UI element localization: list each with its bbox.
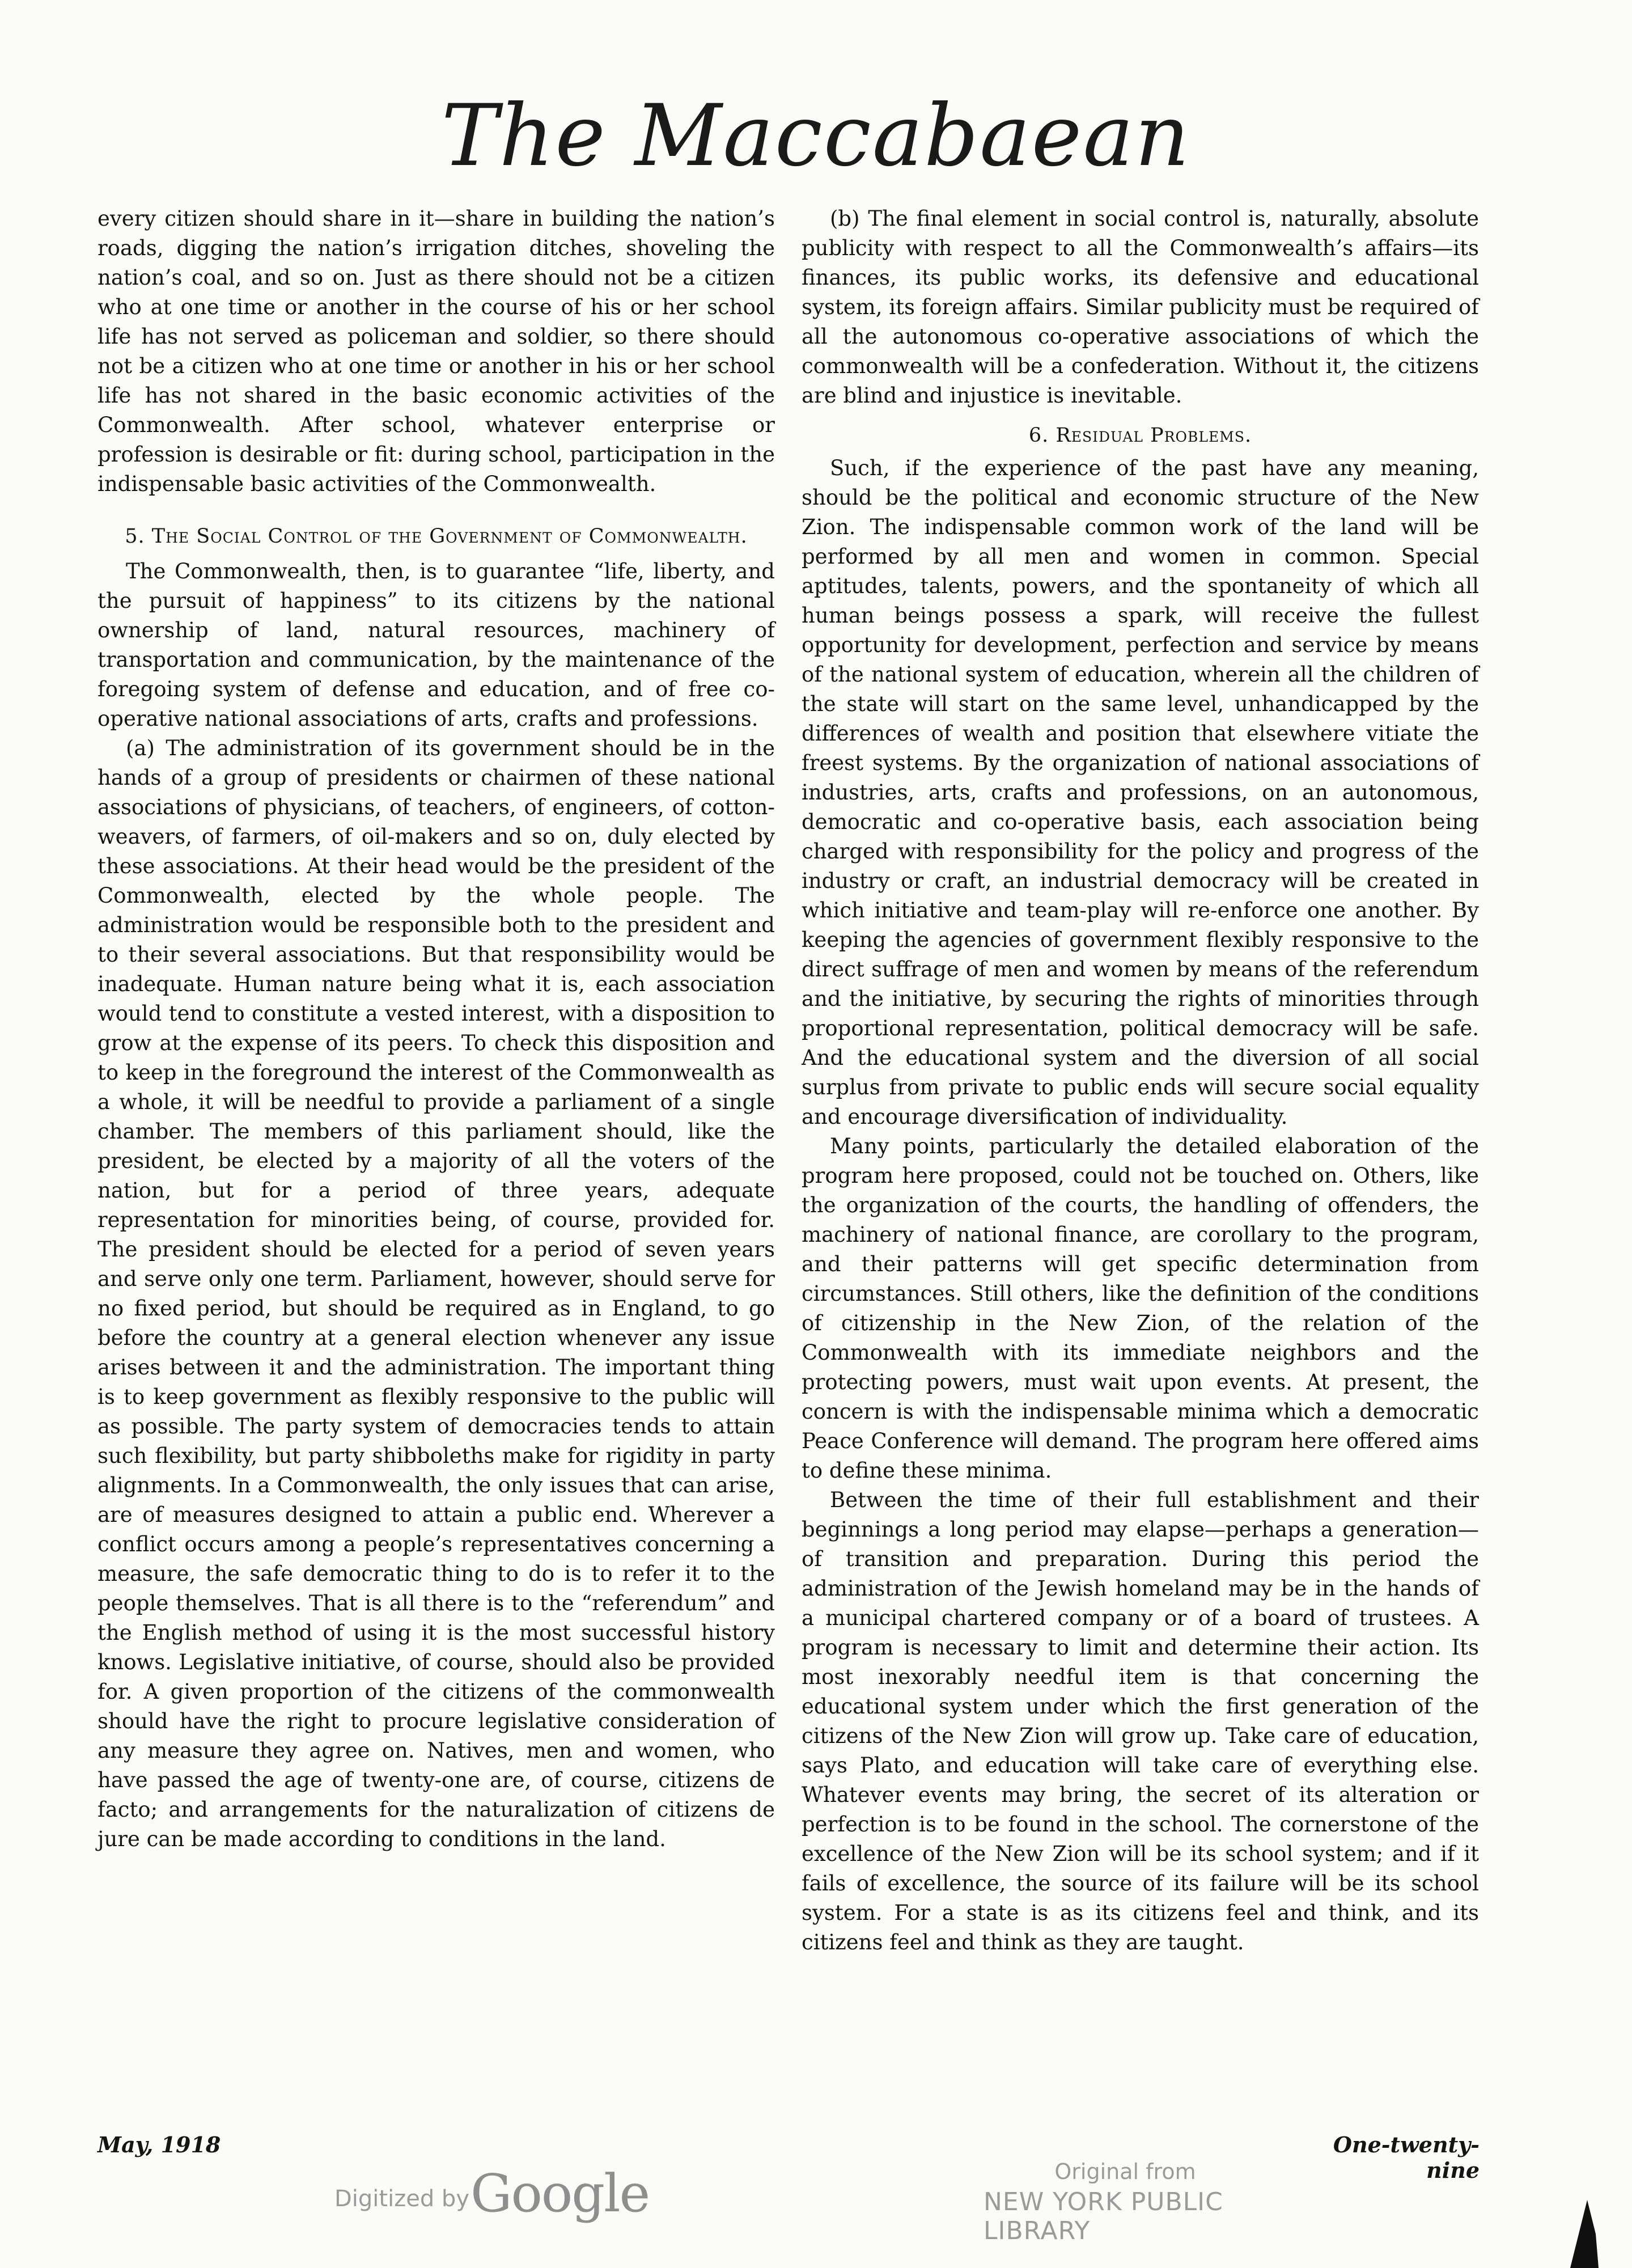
google-logo: Google	[470, 2163, 650, 2224]
section-6-heading: 6. Residual Problems.	[1028, 424, 1252, 447]
page-edge-mark-icon	[1565, 2200, 1604, 2268]
page-number: One-twenty-nine	[1333, 2132, 1480, 2183]
issue-date: May, 1918	[98, 2132, 221, 2157]
masthead-title: The Maccabaean	[441, 87, 1191, 185]
left-paragraph-1: every citizen should share in it—share in building the nation’s roads, digging the nation’s irrigation ditches, shoveling the nation’s coal, and so on. Just as there should not be a citizen who at one time or another in the course of his or her school life has not served as policeman and soldier, so there should not be a citizen who at one time or another in his or her school life has not shared in the basic economic activities of the Commonwealth. After school, whatever enterprise or profession is desirable or fit: during school, participation in the indispensable basic activities of the Commonwealth.	[98, 206, 775, 496]
library-name: NEW YORK PUBLIC LIBRARY	[984, 2187, 1223, 2245]
left-column	[98, 204, 775, 1854]
right-paragraph-4: Between the time of their full establishment and their beginnings a long period may elapse—perhaps a generation—of transition and preparation. During this period the administration of the Jewish homeland may be in the hands of a municipal chartered company or of a board of trustees. A program is necessary to limit and determine their action. Its most inexorably needful item is that concerning the educational system under which the first generation of the citizens of the New Zion will grow up. Take care of education, says Plato, and education will take care of everything else. Whatever events may bring, the secret of its alteration or perfection is to be found in the school. The cornerstone of the excellence of the New Zion will be its school system; and if it fails of excellence, the source of its failure will be its school system. For a state is as its citizens feel and think, and its citizens feel and think as they are taught.	[802, 1488, 1479, 1954]
digitized-by-label: Digitized by	[334, 2186, 469, 2212]
original-from-label: Original from	[1054, 2159, 1196, 2184]
left-paragraph-3: (a) The administration of its government should be in the hands of a group of presidents or chairmen of these national associations of physicians, of teachers, of engineers, of cotton-weavers, of farmers, of oil-makers and so on, duly elected by these associations. At their head would be the president of the Commonwealth, elected by the whole people. The administration would be responsible both to the president and to their several associations. But that responsibility would be inadequate. Human nature being what it is, each association would tend to constitute a vested interest, with a disposition to grow at the expense of its peers. To check this disposition and to keep in the foreground the interest of the Commonwealth as a whole, it will be needful to provide a parliament of a single chamber. The members of this parliament should, like the president, be elected by a majority of all the voters of the nation, but for a period of three years, adequate representation for minorities being, of course, provided for. The president should be elected for a period of seven years and serve only one term. Parliament, however, should serve for no fixed period, but should be required as in England, to go before the country at a general election whenever any issue arises between it and the administration. The important thing is to keep government as flexibly responsive to the public will as possible. The party system of democracies tends to attain such flexibility, but party shibboleths make for rigidity in party alignments. In a Commonwealth, the only issues that can arise, are of measures designed to attain a public end. Wherever a conflict occurs among a people’s representatives concerning a measure, the safe democratic thing to do is to refer it to the people themselves. That is all there is to the “referendum” and the English method of using it is the most successful history knows. Legislative initiative, of course, should also be provided for. A given proportion of the citizens of the commonwealth should have the right to procure legislative consideration of any measure they agree on. Natives, men and women, who have passed the age of twenty-one are, of course, citizens de facto; and arrangements for the naturalization of citizens de jure can be made according to conditions in the land.	[98, 736, 775, 1851]
right-paragraph-3: Many points, particularly the detailed elaboration of the program here proposed, could not be touched on. Others, like the organization of the courts, the handling of offenders, the machinery of national finance, are corollary to the program, and their patterns will get specific determination from circumstances. Still others, like the definition of the conditions of citizenship in the New Zion, of the relation of the Commonwealth with its immediate neighbors and the protecting powers, must wait upon events. At present, the concern is with the indispensable minima which a democratic Peace Conference will demand. The program here offered aims to define these minima.	[802, 1134, 1479, 1483]
right-column	[802, 204, 1479, 1957]
left-paragraph-2: The Commonwealth, then, is to guarantee “life, liberty, and the pursuit of happiness” to its citizens by the national ownership of land, natural resources, machinery of transportation and communication, by the maintenance of the foregoing system of defense and education, and of free co-operative national associations of arts, crafts and professions.	[98, 559, 775, 731]
right-paragraph-2: Such, if the experience of the past have any meaning, should be the political and economic structure of the New Zion. The indispensable common work of the land will be performed by all men and women in common. Special aptitudes, talents, powers, and the spontaneity of which all human beings possess a spark, will receive the fullest opportunity for development, perfection and service by means of the national system of education, wherein all the children of the state will start on the same level, unhandicapped by the differences of wealth and position that elsewhere vitiate the freest systems. By the organization of national associations of industries, arts, crafts and professions, on an autonomous, democratic and co-operative basis, each association being charged with responsibility for the policy and progress of the industry or craft, an industrial democracy will be created in which initiative and team-play will re-enforce one another. By keeping the agencies of government flexibly responsive to the direct suffrage of men and women by means of the referendum and the initiative, by securing the rights of minorities through proportional representation, political democracy will be safe. And the educational system and the diversion of all social surplus from private to public ends will secure social equality and encourage diversification of individuality.	[802, 456, 1479, 1129]
right-paragraph-1: (b) The final element in social control is, naturally, absolute publicity with respect to all the Commonwealth’s affairs—its finances, its public works, its defensive and educational system, its foreign affairs. Similar publicity must be required of all the autonomous co-operative associations of which the commonwealth will be a confederation. Without it, the citizens are blind and injustice is inevitable.	[802, 206, 1480, 408]
section-5-heading: 5. The Social Control of the Government of Commonwealth.	[125, 525, 748, 548]
